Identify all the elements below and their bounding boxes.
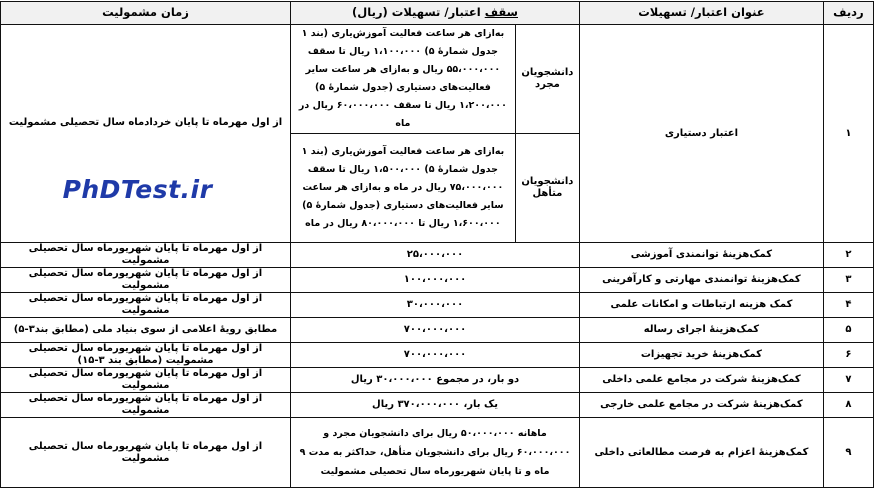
row-number: ۹ <box>823 418 873 488</box>
header-row <box>1 2 874 25</box>
row-ceiling: ۷۰۰،۰۰۰،۰۰۰ <box>291 343 580 368</box>
header-ceiling-underlined: سقف <box>484 5 518 20</box>
row-title: کمک‌هزینۀ توانمندی مهارتی و کارآفرینی <box>580 268 824 293</box>
header-ceiling <box>291 2 580 25</box>
row-period-text: از اول مهرماه تا پایان خردادماه سال تحصیلی مشمولیت <box>8 117 283 128</box>
row-number: ۵ <box>823 318 873 343</box>
row-title: کمک‌هزینۀ اجرای رساله <box>580 318 824 343</box>
row-period: از اول مهرماه تا پایان شهریورماه سال تحصیلی مشمولیت (مطابق بند ۳-۱۵) <box>1 343 291 368</box>
table-row <box>1 268 874 293</box>
row-period: از اول مهرماه تا پایان شهریورماه سال تحصیلی مشمولیت <box>1 293 291 318</box>
row-ceiling: ۱۰۰،۰۰۰،۰۰۰ <box>291 268 580 293</box>
student-type-single: دانشجویان مجرد <box>515 25 579 134</box>
table-row <box>1 418 874 488</box>
row-title: کمک‌هزینۀ توانمندی آموزشی <box>580 243 824 268</box>
row-title: کمک‌هزینۀ خرید تجهیزات <box>580 343 824 368</box>
row-number: ۲ <box>823 243 873 268</box>
row-number: ۱ <box>823 25 873 243</box>
row-ceiling: یک بار، ۳۷۰،۰۰۰،۰۰۰ ریال <box>291 393 580 418</box>
row-period: مطابق رویۀ اعلامی از سوی بنیاد ملی (مطابق بند۳-۵) <box>1 318 291 343</box>
row-number: ۶ <box>823 343 873 368</box>
row-number: ۷ <box>823 368 873 393</box>
row-ceiling: ۲۵،۰۰۰،۰۰۰ <box>291 243 580 268</box>
row-number: ۴ <box>823 293 873 318</box>
table-row <box>1 318 874 343</box>
row-title: کمک‌هزینۀ اعزام به فرصت مطالعاتی داخلی <box>580 418 824 488</box>
row-title: کمک‌هزینۀ شرکت در مجامع علمی خارجی <box>580 393 824 418</box>
watermark-logo: PhDTest.ir <box>62 175 213 204</box>
table-row <box>1 343 874 368</box>
table-row <box>1 25 874 134</box>
row-number: ۸ <box>823 393 873 418</box>
table-row <box>1 368 874 393</box>
row-ceiling: ۷۰۰،۰۰۰،۰۰۰ <box>291 318 580 343</box>
row-period: از اول مهرماه تا پایان شهریورماه سال تحصیلی مشمولیت <box>1 393 291 418</box>
row-period: از اول مهرماه تا پایان شهریورماه سال تحصیلی مشمولیت <box>1 268 291 293</box>
grants-table <box>0 1 874 488</box>
row-ceiling-married: به‌ازای هر ساعت فعالیت آموزش‌یاری (بند ۱ جدول شمارۀ ۵) ۱،۵۰۰،۰۰۰ ریال تا سقف ۷۵،۰۰۰،۰۰۰ ریال در ماه و به‌ازای هر ساعت سایر فعالیت‌های دستیاری (جدول شمارۀ ۵) ۱،۶۰۰،۰۰۰ ریال تا ۸۰،۰۰۰،۰۰۰ ریال در ماه <box>291 134 516 243</box>
row-period <box>1 25 291 243</box>
row-ceiling-single: به‌ازای هر ساعت فعالیت آموزش‌یاری (بند ۱ جدول شمارۀ ۵) ۱،۱۰۰،۰۰۰ ریال تا سقف ۵۵،۰۰۰،۰۰۰ ریال و به‌ازای هر ساعت سایر فعالیت‌های دستیاری (جدول شمارۀ ۵) ۱،۲۰۰،۰۰۰ ریال تا سقف ۶۰،۰۰۰،۰۰۰ ریال در ماه <box>291 25 516 134</box>
row-title: کمک‌هزینۀ شرکت در مجامع علمی داخلی <box>580 368 824 393</box>
row-period: از اول مهرماه تا پایان شهریورماه سال تحصیلی مشمولیت <box>1 243 291 268</box>
table-row <box>1 393 874 418</box>
row-title: کمک هزینه ارتباطات و امکانات علمی <box>580 293 824 318</box>
table-row <box>1 293 874 318</box>
row-period: از اول مهرماه تا پایان شهریورماه سال تحصیلی مشمولیت <box>1 418 291 488</box>
header-ceiling-rest: اعتبار/ تسهیلات (ریال) <box>352 5 485 20</box>
header-title: عنوان اعتبار/ تسهیلات <box>580 2 824 25</box>
row-title: اعتبار دستیاری <box>580 25 824 243</box>
row-ceiling: ماهانه ۵۰،۰۰۰،۰۰۰ ریال برای دانشجویان مجرد و ۶۰،۰۰۰،۰۰۰ ریال برای دانشجویان متأهل، حداکثر به مدت ۹ ماه و تا پایان شهریورماه سال تحصیلی مشمولیت <box>291 418 580 488</box>
row-period: از اول مهرماه تا پایان شهریورماه سال تحصیلی مشمولیت <box>1 368 291 393</box>
header-row-number: ردیف <box>823 2 873 25</box>
row-ceiling: ۳۰،۰۰۰،۰۰۰ <box>291 293 580 318</box>
row-ceiling: دو بار، در مجموع ۳۰،۰۰۰،۰۰۰ ریال <box>291 368 580 393</box>
header-period: زمان مشمولیت <box>1 2 291 25</box>
table-row <box>1 243 874 268</box>
student-type-married: دانشجویان متأهل <box>515 134 579 243</box>
row-number: ۳ <box>823 268 873 293</box>
